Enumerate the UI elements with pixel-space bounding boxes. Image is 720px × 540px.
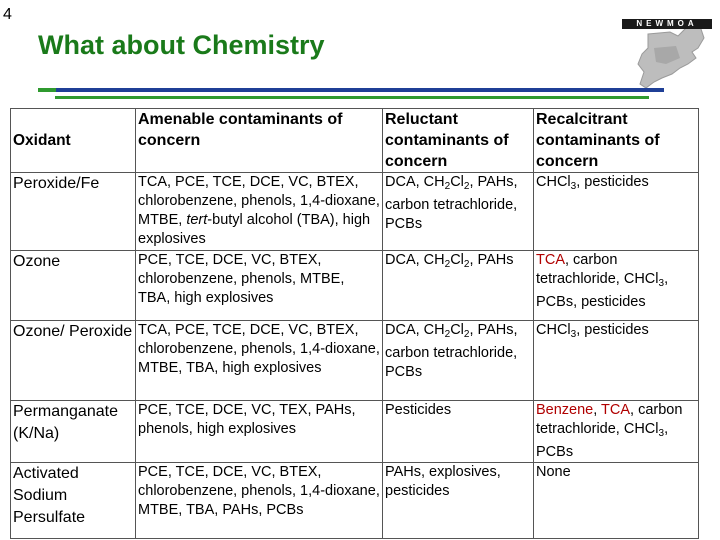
recalcitrant-cell: TCA, carbon tetrachloride, CHCl$_3$, PCBs, pesticides — [534, 251, 699, 321]
oxidant-cell: Ozone — [11, 251, 136, 321]
amenable-cell: PCE, TCE, DCE, VC, TEX, PAHs, phenols, high explosives — [136, 401, 383, 463]
header-amenable: Amenable contaminants of concern — [136, 109, 383, 173]
oxidant-cell: Ozone/ Peroxide — [11, 321, 136, 401]
reluctant-cell: DCA, $CH_2Cl_2$, PAHs, carbon tetrachloride, PCBs — [383, 321, 534, 401]
table-row — [11, 321, 699, 401]
oxidant-cell: Permanganate (K/Na) — [11, 401, 136, 463]
header-recalcitrant: Recalcitrant contaminants of concern — [534, 109, 699, 173]
amenable-cell: TCA, PCE, TCE, DCE, VC, BTEX, chlorobenzene, phenols, 1,4-dioxane, MTBE, tert-butyl alcohol (TBA), high explosives — [136, 173, 383, 251]
table-row — [11, 463, 699, 539]
title-rule-accent — [38, 88, 56, 92]
oxidant-cell: Activated Sodium Persulfate — [11, 463, 136, 539]
amenable-cell: PCE, TCE, DCE, VC, BTEX, chlorobenzene, phenols, MTBE, TBA, high explosives — [136, 251, 383, 321]
header-oxidant: Oxidant — [11, 109, 136, 173]
slide-title: What about Chemistry — [38, 30, 325, 60]
recalcitrant-cell: None — [534, 463, 699, 539]
reluctant-cell: DCA, $CH_2Cl_2$, PAHs — [383, 251, 534, 321]
title-rule-green — [55, 96, 649, 99]
table-row — [11, 401, 699, 463]
chemistry-table — [10, 108, 699, 539]
recalcitrant-cell: Benzene, TCA, carbon tetrachloride, CHCl$_3$, PCBs — [534, 401, 699, 463]
header-reluctant: Reluctant contaminants of concern — [383, 109, 534, 173]
amenable-cell: PCE, TCE, DCE, VC, BTEX, chlorobenzene, phenols, 1,4-dioxane, MTBE, TBA, PAHs, PCBs — [136, 463, 383, 539]
reluctant-cell: Pesticides — [383, 401, 534, 463]
slide-number: 4 — [3, 6, 12, 23]
table-row — [11, 251, 699, 321]
table-header-row — [11, 109, 699, 173]
title-rule-blue — [38, 88, 664, 92]
logo-wordmark: NEWMOA — [622, 19, 712, 29]
recalcitrant-cell: CHCl$_3$, pesticides — [534, 173, 699, 251]
newmoa-logo — [618, 8, 714, 98]
table-row — [11, 173, 699, 251]
reluctant-cell: PAHs, explosives, pesticides — [383, 463, 534, 539]
oxidant-cell: Peroxide/Fe — [11, 173, 136, 251]
recalcitrant-cell: CHCl$_3$, pesticides — [534, 321, 699, 401]
reluctant-cell: DCA, $CH_2Cl_2$, PAHs, carbon tetrachloride, PCBs — [383, 173, 534, 251]
amenable-cell: TCA, PCE, TCE, DCE, VC, BTEX, chlorobenzene, phenols, 1,4-dioxane, MTBE, TBA, high explosives — [136, 321, 383, 401]
